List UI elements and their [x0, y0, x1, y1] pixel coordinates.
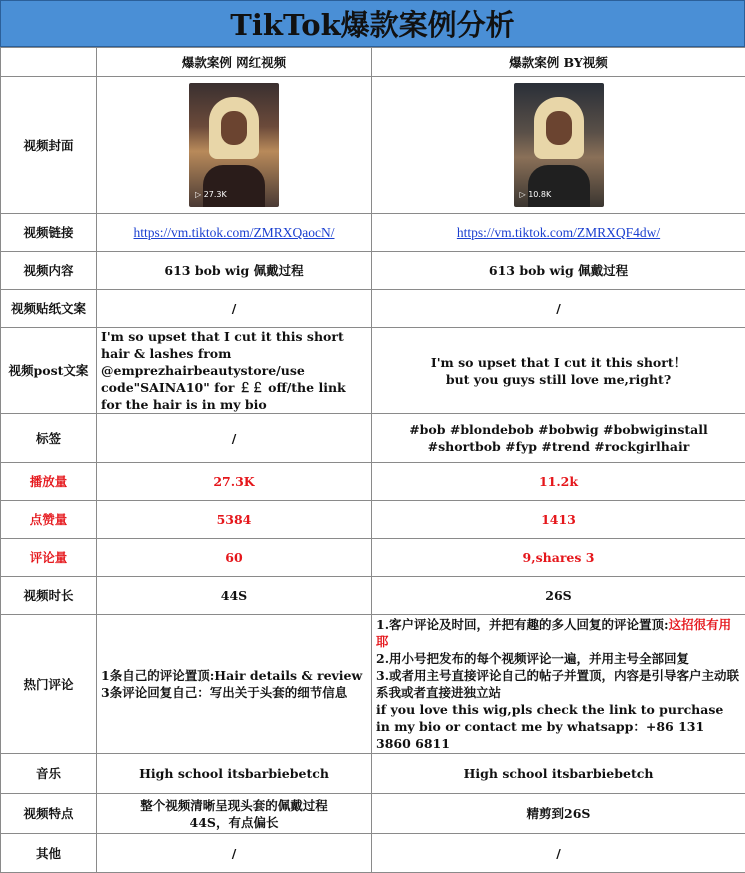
row-label-cover: 视频封面: [1, 77, 97, 214]
thumbnail-views-2: 10.8K: [528, 190, 551, 199]
header-row: [1, 48, 745, 77]
other-row: [1, 834, 745, 873]
tags-row: [1, 414, 745, 463]
content-cell-1: 613 bob wig 佩戴过程: [97, 252, 372, 290]
row-label-features: 视频特点: [1, 794, 97, 834]
tags-cell-2: [372, 414, 745, 463]
link-row: [1, 214, 745, 252]
row-label-post: 视频post文案: [1, 328, 97, 414]
hot-comment-tip-1: [376, 616, 741, 650]
hot-comments-cell-1: [97, 615, 372, 754]
row-label-tags: 标签: [1, 414, 97, 463]
post-row: [1, 328, 745, 414]
link-cell-2: [372, 214, 745, 252]
features-cell-2: 精剪到26S: [372, 794, 745, 834]
video-thumbnail-1[interactable]: [189, 83, 279, 207]
hot-comment-1-line-2: 3条评论回复自己：写出关于头套的细节信息: [101, 684, 367, 701]
comments-row: [1, 539, 745, 577]
video-thumbnail-2[interactable]: [514, 83, 604, 207]
content-cell-2: 613 bob wig 佩戴过程: [372, 252, 745, 290]
post-text-line-1: I'm so upset that I cut it this short！: [376, 354, 741, 371]
video-link-1[interactable]: https://vm.tiktok.com/ZMRXQaocN/: [134, 225, 335, 240]
post-cell-2: [372, 328, 745, 414]
analysis-table: [0, 47, 745, 873]
video-link-2[interactable]: https://vm.tiktok.com/ZMRXQF4dw/: [457, 225, 660, 240]
header-blank: [1, 48, 97, 77]
likes-cell-1: 5384: [97, 501, 372, 539]
tip-1-highlight: 这招很有用耶: [376, 617, 731, 649]
likes-row: [1, 501, 745, 539]
sticker-cell-2: /: [372, 290, 745, 328]
hot-comment-1-line-1: 1条自己的评论置顶:Hair details & review: [101, 667, 367, 684]
page-title: TikTok爆款案例分析: [0, 0, 745, 47]
music-row: [1, 754, 745, 794]
row-label-link: 视频链接: [1, 214, 97, 252]
post-cell-1: I'm so upset that I cut it this short hair & lashes from @emprezhairbeautystore/use code"SAINA10" for ￡￡ off/the link for the hair is in my bio: [97, 328, 372, 414]
hot-comment-tip-4: if you love this wig,pls check the link to purchase in my bio or contact me by whatsapp：+86 131 3860 6811: [376, 701, 741, 752]
duration-cell-2: 26S: [372, 577, 745, 615]
sticker-row: [1, 290, 745, 328]
row-label-comments: 评论量: [1, 539, 97, 577]
row-label-content: 视频内容: [1, 252, 97, 290]
row-label-duration: 视频时长: [1, 577, 97, 615]
hot-comment-tip-3: 3.或者用主号直接评论自己的帖子并置顶，内容是引导客户主动联系我或者直接进独立站: [376, 667, 741, 701]
likes-cell-2: 1413: [372, 501, 745, 539]
hot-comments-cell-2: [372, 615, 745, 754]
row-label-hot-comments: 热门评论: [1, 615, 97, 754]
features-line-2: 44S，有点偏长: [101, 814, 367, 831]
link-cell-1: [97, 214, 372, 252]
sticker-cell-1: /: [97, 290, 372, 328]
row-label-music: 音乐: [1, 754, 97, 794]
plays-cell-1: 27.3K: [97, 463, 372, 501]
column-header-1: 爆款案例 网红视频: [97, 48, 372, 77]
tags-line-1: #bob #blondebob #bobwig #bobwiginstall: [376, 421, 741, 438]
tags-line-2: #shortbob #fyp #trend #rockgirlhair: [376, 438, 741, 455]
comments-cell-1: 60: [97, 539, 372, 577]
cover-row: [1, 77, 745, 214]
features-line-1: 整个视频清晰呈现头套的佩戴过程: [101, 797, 367, 814]
comments-cell-2: 9,shares 3: [372, 539, 745, 577]
row-label-other: 其他: [1, 834, 97, 873]
music-cell-1: High school itsbarbiebetch: [97, 754, 372, 794]
hot-comment-tip-2: 2.用小号把发布的每个视频评论一遍，并用主号全部回复: [376, 650, 741, 667]
face-shape: [221, 111, 247, 145]
cover-cell-1: [97, 77, 372, 214]
plays-cell-2: 11.2k: [372, 463, 745, 501]
cover-cell-2: [372, 77, 745, 214]
column-header-2: 爆款案例 BY视频: [372, 48, 745, 77]
thumbnail-views-1: 27.3K: [204, 190, 227, 199]
content-row: [1, 252, 745, 290]
tip-1-text: 1.客户评论及时回，并把有趣的多人回复的评论置顶:: [376, 617, 669, 632]
row-label-likes: 点赞量: [1, 501, 97, 539]
music-cell-2: High school itsbarbiebetch: [372, 754, 745, 794]
other-cell-2: /: [372, 834, 745, 873]
duration-cell-1: 44S: [97, 577, 372, 615]
features-cell-1: [97, 794, 372, 834]
face-shape: [546, 111, 572, 145]
row-label-plays: 播放量: [1, 463, 97, 501]
duration-row: [1, 577, 745, 615]
hot-comments-row: [1, 615, 745, 754]
play-count-overlay: ▷ 10.8K: [520, 186, 552, 203]
features-row: [1, 794, 745, 834]
plays-row: [1, 463, 745, 501]
tags-cell-1: /: [97, 414, 372, 463]
other-cell-1: /: [97, 834, 372, 873]
row-label-sticker: 视频贴纸文案: [1, 290, 97, 328]
post-text-line-2: but you guys still love me,right?: [376, 371, 741, 388]
play-count-overlay: ▷ 27.3K: [195, 186, 227, 203]
